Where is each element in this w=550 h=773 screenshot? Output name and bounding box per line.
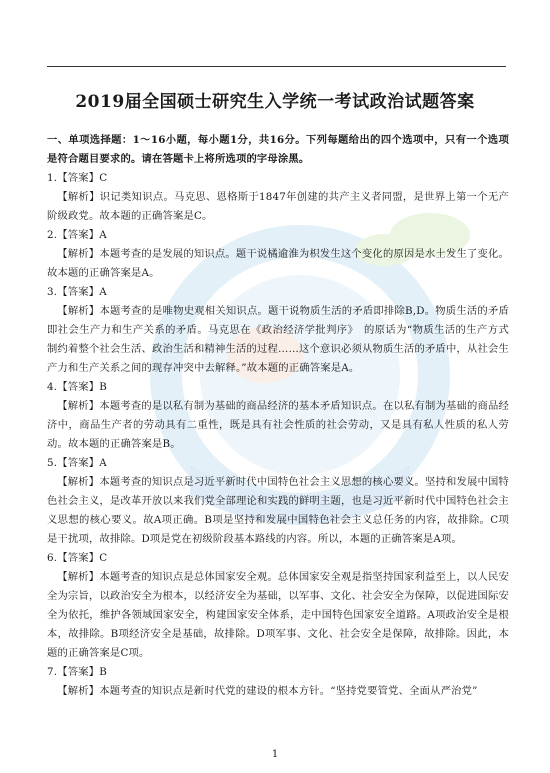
document-title: 2019届全国硕士研究生入学统一考试政治试题答案: [75, 92, 475, 112]
document-body: [47, 131, 509, 701]
header-rule: [47, 66, 506, 67]
answer-line: 4.【答案】B: [47, 381, 107, 393]
answer-line: 7.【答案】B: [47, 666, 107, 678]
analysis-paragraph: 【解析】本题考查的知识点是新时代党的建设的根本方针。“坚持党要管党、全面从严治党”: [57, 685, 478, 697]
analysis-paragraph: 【解析】本题考查的是唯物史观相关知识点。题干说物质生活的矛盾即排除B,D。物质生活的矛盾即社会生产力和生产关系的矛盾。马克思在《政治经济学批判序》 的原话为“物质生活的生产方式制约着整个社会生活、政治生活和精神生活的过程……这个意识必须从物质生活的矛盾中，从社会生产力和生产关系之间的现存冲突中去解释。”故本题的正确答案是A。: [47, 305, 509, 374]
section-heading: 一、单项选择题：1～16小题，每小题1分，共16分。下列每题给出的四个选项中，只有一个选项是符合题目要求的。请在答题卡上将所选项的字母涂黑。: [47, 134, 509, 165]
analysis-paragraph: 【解析】本题考查的知识点是总体国家安全观。总体国家安全观是指坚持国家利益至上，以人民安全为宗旨，以政治安全为根本，以经济安全为基础，以军事、文化、社会安全为保障，以促进国际安全为依托，维护各领域国家安全，构建国家安全体系，走中国特色国家安全道路。A项政治安全是根本，故排除。B项经济安全是基础，故排除。D项军事、文化、社会安全是保障，故排除。因此，本题的正确答案是C项。: [47, 571, 509, 659]
answer-line: 1.【答案】C: [47, 172, 108, 184]
analysis-paragraph: 【解析】本题考查的是发展的知识点。题干说橘逾淮为枳发生这个变化的原因是水土发生了变化。故本题的正确答案是A。: [47, 248, 509, 279]
answer-line: 2.【答案】A: [47, 229, 107, 241]
answer-line: 3.【答案】A: [47, 286, 107, 298]
page-number: 1: [271, 749, 279, 760]
answer-line: 5.【答案】A: [47, 457, 107, 469]
analysis-paragraph: 【解析】本题考查的知识点是习近平新时代中国特色社会主义思想的核心要义。坚持和发展中国特色社会主义，是改革开放以来我们党全部理论和实践的鲜明主题，也是习近平新时代中国特色社会主义思想的核心要义。故A项正确。B项是坚持和发展中国特色社会主义总任务的内容，故排除。C项是干扰项，故排除。D项是党在初级阶段基本路线的内容。所以，本题的正确答案是A项。: [47, 476, 509, 545]
analysis-paragraph: 【解析】识记类知识点。马克思、恩格斯于1847年创建的共产主义者同盟，是世界上第一个无产阶级政党。故本题的正确答案是C。: [47, 191, 509, 222]
answer-line: 6.【答案】C: [47, 552, 108, 564]
analysis-paragraph: 【解析】本题考查的是以私有制为基础的商品经济的基本矛盾知识点。在以私有制为基础的商品经济中，商品生产者的劳动具有二重性，既是具有社会性质的社会劳动，又是具有私人性质的私人劳动。故本题的正确答案是B。: [47, 400, 509, 450]
